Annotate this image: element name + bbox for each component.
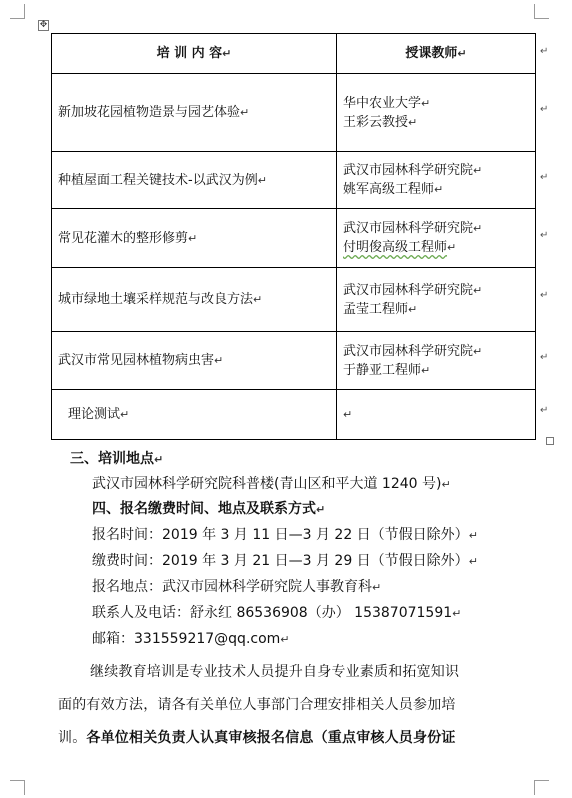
course-cell[interactable]: 新加坡花园植物造景与园艺体验↵ [52, 74, 337, 152]
signup-time: 报名时间：2019 年 3 月 11 日—3 月 22 日（节假日除外）↵ [92, 527, 478, 543]
contact-info: 联系人及电话：舒永红 86536908（办） 15387071591↵ [92, 605, 462, 621]
course-cell[interactable]: 常见花灌木的整形修剪↵ [52, 209, 337, 268]
teacher-cell[interactable]: 武汉市园林科学研究院↵ 孟莹工程师↵ [337, 268, 536, 332]
page-corner-mark [534, 4, 549, 19]
table-row [52, 209, 536, 268]
table-row [52, 74, 536, 152]
header-content[interactable]: 培 训 内 容↵ [52, 34, 337, 74]
row-end-mark: ↵ [540, 405, 549, 416]
payment-time: 缴费时间：2019 年 3 月 21 日—3 月 29 日（节假日除外）↵ [92, 553, 478, 569]
page-corner-mark [10, 4, 25, 19]
header-teacher[interactable]: 授课教师↵ [337, 34, 536, 74]
table-move-handle-icon[interactable]: ✥ [39, 20, 48, 30]
section3-heading: 三、培训地点↵ [70, 451, 164, 467]
course-cell[interactable]: 理论测试↵ [52, 390, 337, 440]
row-end-mark: ↵ [540, 172, 549, 183]
contact-email: 邮箱：331559217@qq.com↵ [92, 631, 290, 647]
teacher-cell[interactable]: 武汉市园林科学研究院↵ 于静亚工程师↵ [337, 332, 536, 390]
training-address: 武汉市园林科学研究院科普楼(青山区和平大道 1240 号)↵ [92, 476, 451, 492]
signup-place: 报名地点：武汉市园林科学研究院人事教育科↵ [92, 579, 382, 595]
paragraph-line: 继续教育培训是专业技术人员提升自身专业素质和拓宽知识 [90, 664, 460, 680]
row-end-mark: ↵ [540, 352, 549, 363]
row-end-mark: ↵ [540, 230, 549, 241]
training-schedule-table [51, 33, 536, 440]
page-corner-mark [534, 780, 549, 795]
table-row [52, 268, 536, 332]
page-corner-mark [10, 780, 25, 795]
table-header-row [52, 34, 536, 74]
table-row [52, 152, 536, 209]
row-end-mark: ↵ [540, 290, 549, 301]
row-end-mark: ↵ [540, 104, 549, 115]
paragraph-line: 训。各单位相关负责人认真审核报名信息（重点审核人员身份证 [58, 730, 456, 746]
teacher-cell[interactable]: 武汉市园林科学研究院↵ 姚军高级工程师↵ [337, 152, 536, 209]
course-cell[interactable]: 城市绿地土壤采样规范与改良方法↵ [52, 268, 337, 332]
table-row [52, 390, 536, 440]
teacher-cell[interactable]: 华中农业大学↵ 王彩云教授↵ [337, 74, 536, 152]
paragraph-line: 面的有效方法，请各有关单位人事部门合理安排相关人员参加培 [58, 697, 456, 713]
teacher-cell[interactable]: ↵ [337, 390, 536, 440]
table-resize-handle[interactable] [546, 437, 554, 445]
table-row [52, 332, 536, 390]
teacher-cell[interactable]: 武汉市园林科学研究院↵ 付明俊高级工程师↵ [337, 209, 536, 268]
course-cell[interactable]: 种植屋面工程关键技术-以武汉为例↵ [52, 152, 337, 209]
section4-heading: 四、报名缴费时间、地点及联系方式↵ [92, 501, 326, 517]
row-end-mark: ↵ [540, 46, 549, 57]
course-cell[interactable]: 武汉市常见园林植物病虫害↵ [52, 332, 337, 390]
